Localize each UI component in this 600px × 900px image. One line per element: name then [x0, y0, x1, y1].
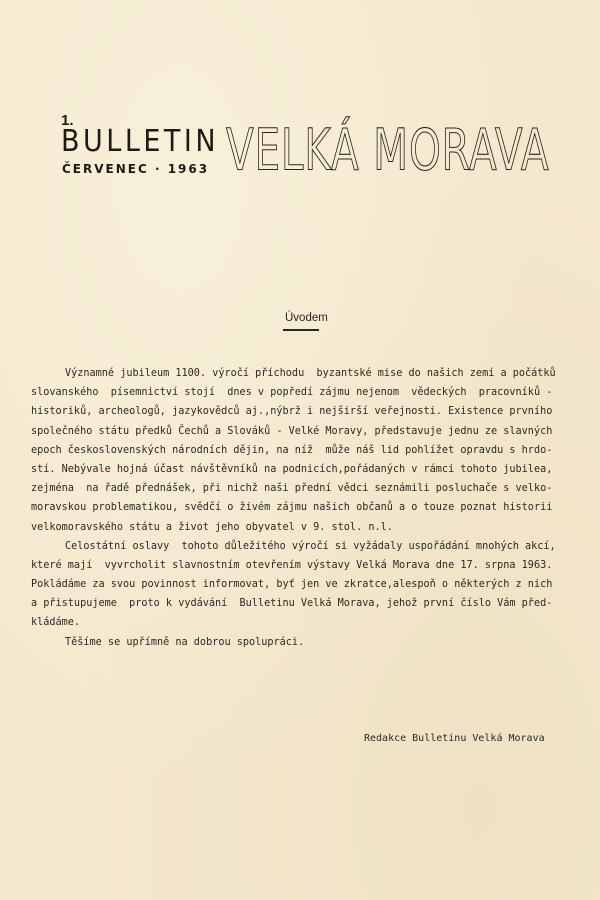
- bulletin-label: BULLETIN: [61, 124, 220, 159]
- section-title: Úvodem: [285, 312, 328, 324]
- body-line: kládáme.: [31, 617, 81, 629]
- body-text: [31, 364, 555, 652]
- body-line: které mají vyvrcholit slavnostním otevřením výstavy Velká Morava dne 17. srpna 1963.: [31, 559, 553, 571]
- body-line: epoch československých národních dějin, na níž může náš lid pohlížet opravdu s hrdo-: [31, 444, 553, 456]
- body-line: velkomoravského státu a život jeho obyvatel v 9. stol. n.l.: [31, 521, 393, 533]
- issue-number: 1.: [61, 112, 74, 129]
- body-line: zejména na řadě přednášek, při nichž naši přední vědci seznámili posluchače s velko-: [31, 483, 553, 495]
- body-line: stí. Nebývale hojná účast návštěvníků na podnicích,pořádaných v rámci tohoto jubilea,: [31, 463, 553, 475]
- masthead-title: VELKÁ MORAVA: [226, 118, 550, 184]
- signature: Redakce Bulletinu Velká Morava: [364, 733, 545, 744]
- body-line: historiků, archeologů, jazykovědců aj.,nýbrž i nejširší veřejnosti. Existence prvního: [31, 406, 553, 418]
- body-line: Celostátní oslavy tohoto důležitého výročí si vyžádaly uspořádání mnohých akcí,: [65, 540, 556, 552]
- section-title-underline: [283, 329, 319, 331]
- body-line: Významné jubileum 1100. výročí příchodu byzantské mise do našich zemí a počátků: [65, 368, 556, 379]
- body-line: Těšíme se upřímně na dobrou spolupráci.: [65, 636, 305, 648]
- body-line: společného státu předků Čechů a Slováků - Velké Moravy, představuje jednu ze slavných: [31, 425, 553, 437]
- body-line: slovanského písemnictví stojí dnes v popředí zájmu nejenom vědeckých pracovníků -: [31, 387, 553, 399]
- body-line: Pokládáme za svou povinnost informovat, byť jen ve zkratce,alespoň o některých z nich: [31, 579, 553, 591]
- body-line: moravskou problematikou, svědčí o živém zájmu našich občanů a o touze poznat historii: [31, 502, 553, 514]
- body-line: a přistupujeme proto k vydávání Bulletinu Velká Morava, jehož první číslo Vám před-: [31, 598, 553, 610]
- issue-date: ČERVENEC · 1963: [62, 162, 210, 176]
